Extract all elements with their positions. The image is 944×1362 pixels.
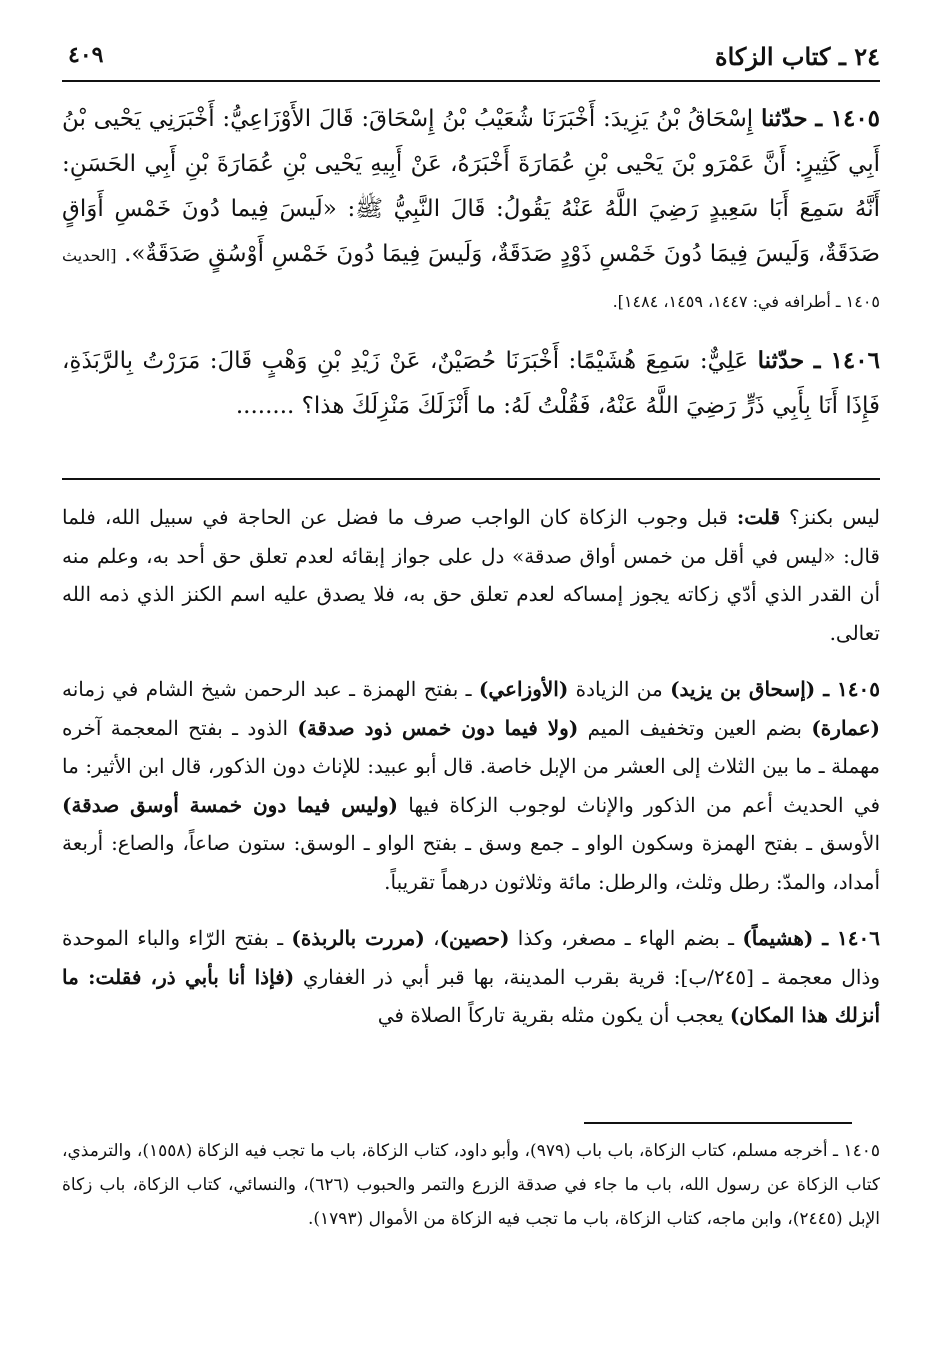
- hadith-lead: حدّثنا: [757, 347, 805, 374]
- commentary-text: الأوسق ـ بفتح الهمزة وسكون الواو ـ جمع وسق ـ بفتح الواو ـ الوسق: ستون صاعاً، والصاع: أربعة أمداد، والمدّ: رطل وثلث، والرطل: مائة وثلاثون درهماً تقريباً.: [62, 831, 880, 894]
- chapter-title: ٢٤ ـ كتاب الزكاة: [715, 42, 880, 71]
- page-header: [62, 38, 880, 82]
- commentary: [62, 498, 880, 1035]
- section-divider: [62, 478, 880, 480]
- commentary-text: الذود ـ بفتح المعجمة آخره مهملة ـ ما بين الثلاث إلى العشر من الإبل خاصة. قال أبو عبيد: للإناث دون الذكور، قال ابن الأثير: ما في الحديث أعم من الذكور والإناث لوجوب الزكاة فيها: [62, 715, 881, 817]
- commentary-text: بضم العين وتخفيف الميم: [578, 715, 812, 740]
- commentary-paragraph-1405: [62, 670, 880, 901]
- commentary-text: من الزيادة: [568, 677, 671, 701]
- commentary-bold: (فإذا أنا بأبي ذر، فقلت: ما أنزلك هذا المكان): [62, 964, 880, 1027]
- commentary-bold: (ولا فيما دون خمس ذود صدقة): [297, 715, 579, 740]
- commentary-bold: قلت:: [736, 505, 781, 529]
- commentary-text: يعجب أن يكون مثله بقرية تاركاً الصلاة في: [377, 1003, 730, 1027]
- commentary-bold: (مررت بالربذة): [291, 926, 425, 950]
- commentary-paragraph: [62, 498, 880, 652]
- commentary-text: ـ بفتح الرّاء والباء الموحدة وذال معجمة ـ [٢٤٥/ب]: قرية بقرب المدينة، بها قبر أبي ذر الغفاري: [62, 926, 881, 989]
- commentary-text: ليس بكنز؟: [780, 505, 880, 529]
- commentary-text: ـ بضم الهاء ـ مصغر، وكذا: [509, 926, 743, 950]
- hadith-number: ١٤٠٦ ـ: [813, 347, 880, 374]
- hadith-text: إِسْحَاقُ بْنُ يَزِيدَ: أَخْبَرَنَا شُعَيْبُ بْنُ إِسْحَاقَ: قَالَ الأَوْزَاعِيُّ: أَخْبَرَنِي يَحْيى بْنُ أَبِي كَثِيرٍ: أَنَّ عَمْرَو بْنَ يَحْيى بْنِ عُمَارَةَ أَخْبَرَهُ، عَنْ أَبِيهِ يَحْيى بْنِ عُمَارَةَ بْنِ أَبِي الحَسَنِ: أَنَّهُ سَمِعَ أَبَا سَعِيدٍ رَضِيَ اللَّهُ عَنْهُ يَقُولُ: قَالَ النَّبِيُّ ﷺ: «لَيسَ فِيما دُونَ خَمْسِ أَوَاقٍ صَدَقَةٌ، وَلَيسَ فِيمَا دُونَ خَمْسِ ذَوْدٍ صَدَقَةٌ، وَلَيسَ فِيمَا دُونَ خَمْسِ أَوْسُقٍ صَدَقَةٌ».: [62, 106, 880, 267]
- footnote-divider: [584, 1122, 852, 1124]
- commentary-bold: ١٤٠٥ ـ (إسحاق بن يزيد): [670, 677, 880, 701]
- page-number: ٤٠٩: [68, 42, 104, 68]
- footnote-text: ١٤٠٥ ـ أخرجه مسلم، كتاب الزكاة، باب باب (٩٧٩)، وأبو داود، كتاب الزكاة، باب ما تجب فيه الزكاة (١٥٥٨)، والترمذي، كتاب الزكاة عن رسول الله، باب ما جاء في صدقة الزرع والتمر والحبوب (٦٢٦)، والنسائي، كتاب الزكاة، باب زكاة الإبل (٢٤٤٥)، وابن ماجه، كتاب الزكاة، باب ما تجب فيه الزكاة من الأموال (١٧٩٣).: [62, 1141, 881, 1229]
- commentary-text: ـ بفتح الهمزة ـ عبد الرحمن شيخ الشام في زمانه: [62, 677, 479, 701]
- commentary-bold: ١٤٠٦ ـ (هشيماً): [742, 926, 880, 950]
- hadith-text: عَلِيٌّ: سَمِعَ هُشَيْمًا: أَخْبَرَنَا حُصَيْنٌ، عَنْ زَيْدِ بْنِ وَهْبٍ قَالَ: مَرَرْتُ بِالرَّبَذَةِ، فَإِذَا أَنَا بِأَبِي ذَرٍّ رَضِيَ اللَّهُ عَنْهُ، فَقُلْتُ لَهُ: ما أَنْزَلَكَ مَنْزِلَكَ هذا؟ ........: [62, 348, 880, 419]
- commentary-bold: (وليس فيما دون خمسة أوسق صدقة): [62, 792, 398, 817]
- hadith-reference: [الحديث ١٤٠٥ ـ أطرافه في: ١٤٤٧، ١٤٥٩، ١٤٨٤].: [62, 246, 880, 311]
- footnote: [62, 1134, 880, 1236]
- hadith-1405: [62, 96, 880, 324]
- commentary-bold: (حصين): [439, 926, 510, 950]
- commentary-text: ،: [424, 926, 440, 950]
- commentary-bold: (الأوزاعي): [478, 677, 569, 701]
- hadith-lead: حدّثنا: [760, 105, 808, 132]
- commentary-paragraph-1406: [62, 919, 880, 1035]
- hadith-number: ١٤٠٥ ـ: [815, 105, 881, 132]
- commentary-text: قبل وجوب الزكاة كان الواجب صرف ما فضل عن الحاجة في سبيل الله، فلما قال: «ليس في أقل من خمس أواق صدقة» دل على جواز إبقائه لعدم تعلق حق أحد به، وعلم منه أن القدر الذي أدّي زكاته يجوز إمساكه لعدم تعلق حق به، فلا يصدق عليه اسم الكنز الذي ذمه الله تعالى.: [62, 505, 880, 645]
- hadith-1406: [62, 338, 880, 429]
- commentary-bold: (عمارة): [811, 715, 880, 740]
